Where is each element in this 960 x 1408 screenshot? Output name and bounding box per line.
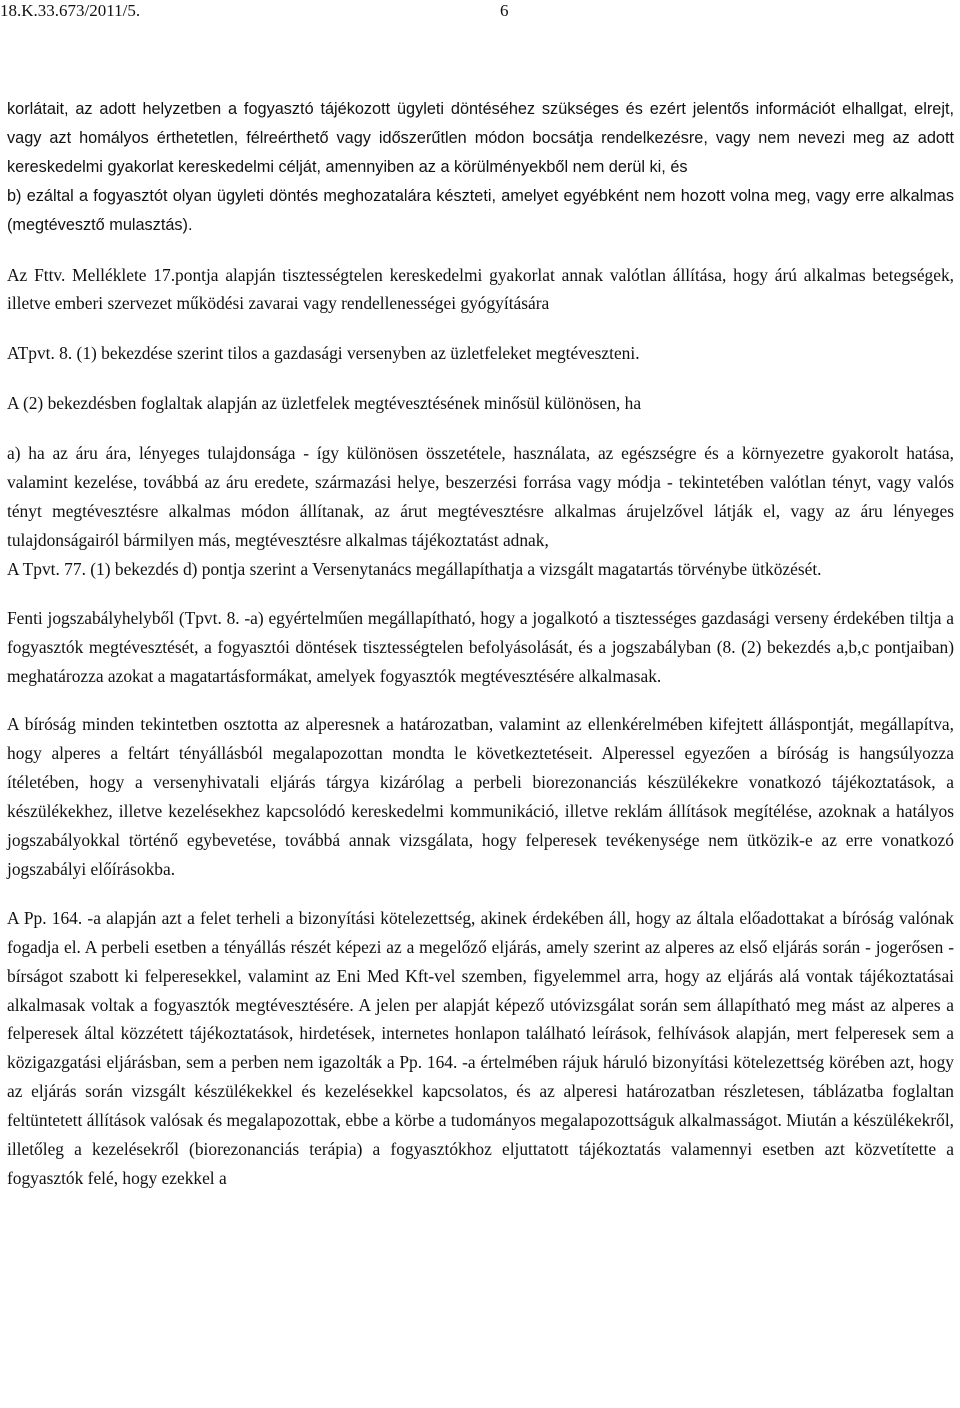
- case-reference: 18.K.33.673/2011/5.: [0, 1, 141, 20]
- paragraph-6: a) ha az áru ára, lényeges tulajdonsága - így különösen összetétele, használata, az egészségre és a környezetre gyakorolt hatása, valamint kezelése, továbbá az áru eredete, származási helye, beszerzési forrása vagy módja - tekintetében valótlan tényt, vagy valós tényt megtévesztésre alkalmas módon állítanak, az árut megtévesztésre alkalmas árujelzővel látják el, vagy az áru lényeges tulajdonságairól bármilyen más, megtévesztésre alkalmas tájékoztatást adnak,: [7, 443, 954, 550]
- paragraph-5: A (2) bekezdésben foglaltak alapján az üzletfelek megtévesztésének minősül különösen, ha: [7, 393, 642, 414]
- spacer: [7, 418, 954, 439]
- page-header: [0, 0, 960, 24]
- page-number: 6: [500, 1, 509, 20]
- spacer: [7, 318, 954, 339]
- paragraph-7: A Tpvt. 77. (1) bekezdés d) pontja szerint a Versenytanács megállapíthatja a vizsgált magatartás törvénybe ütközését.: [7, 558, 822, 579]
- document-body: [7, 95, 954, 1193]
- spacer: [7, 584, 954, 604]
- paragraph-9: A bíróság minden tekintetben osztotta az alperesnek a határozatban, valamint az ellenkérelmében kifejtett álláspontját, megállapítva, hogy alperes a feltárt tényállásból megalapozottan mondta le következtetéseit. Alperessel egyezően a bíróság is hangsúlyozza ítéletében, hogy a versenyhivatali eljárás tárgya kizárólag a perbeli biorezonanciás készülékekre vonatkozó tájékoztatások, a készülékekhez, illetve kezelésekhez kapcsolódó kereskedelmi kommunikáció, illetve reklám állítások megítélése, azoknak a hatályos jogszabályokkal történő egybevetése, továbbá annak vizsgálata, hogy felperesek tevékenysége nem ütközik-e az erre vonatkozó jogszabályi előírásokba.: [7, 714, 954, 879]
- paragraph-3: Az Fttv. Melléklete 17.pontja alapján tisztességtelen kereskedelmi gyakorlat annak valótlan állítása, hogy árú alkalmas betegségek, illetve emberi szervezet működési zavarai vagy rendellenességei gyógyítására: [7, 264, 954, 314]
- paragraph-10: A Pp. 164. -a alapján azt a felet terheli a bizonyítási kötelezettség, akinek érdekében áll, hogy az általa előadottakat a bíróság valónak fogadja el. A perbeli esetben a tényállás részét képezi az a megelőző eljárás, amely szerint az alperes az első eljárás során - jogerősen - bírságot szabott ki felperesekkel, valamint az Eni Med Kft-vel szemben, figyelemmel arra, hogy az eljárás alá vontak tájékoztatásai alkalmasak voltak a fogyasztók megtévesztésére. A jelen per alapját képező utóvizsgálat során sem állapítható meg mást az alperes a felperesek által közzétett tájékoztatások, hirdetések, internetes honlapon található leírások, felhívások alapján, mert felperesek sem a közigazgatási eljárásban, sem a perben nem igazolták a Pp. 164. -a értelmében rájuk háruló bizonyítási kötelezettség körében azt, hogy az eljárás során vizsgált készülékekkel és kezelésekkel kapcsolatos, és az alperesi határozatban részletesen, táblázatba foglaltan feltüntetett állítások valósak és megalapozottak, ebbe a körbe a tudományos megalapozottságuk alkalmasságot. Miután a készülékekről, illetőleg a kezelésekről (biorezonanciás terápia) a fogyasztókhoz eljuttatott tájékoztatás valamennyi esetben azt közvetítette a fogyasztók felé, hogy ezekkel a: [7, 907, 954, 1188]
- spacer: [7, 884, 954, 904]
- paragraph-2: b) ezáltal a fogyasztót olyan ügyleti döntés meghozatalára készteti, amelyet egyébként nem hozott volna meg, vagy erre alkalmas (megtévesztő mulasztás).: [7, 186, 954, 234]
- paragraph-1: korlátait, az adott helyzetben a fogyasztó tájékozott ügyleti döntéséhez szükséges és ezért jelentős információt elhallgat, elrejt, vagy azt homályos érthetetlen, félreérthető vagy időszerűtlen módon bocsátja rendelkezésre, vagy nem nevezi meg az adott kereskedelmi gyakorlat kereskedelmi célját, amennyiben az a körülményekből nem derül ki, és: [7, 100, 954, 176]
- paragraph-8: Fenti jogszabályhelyből (Tpvt. 8. -a) egyértelműen megállapítható, hogy a jogalkotó a tisztességes gazdasági verseny érdekében tiltja a fogyasztók megtévesztését, a fogyasztói döntések tisztességtelen befolyásolását, és a jogszabályban (8. (2) bekezdés a,b,c pontjaiban) meghatározza azokat a magatartásformákat, amelyek fogyasztók megtévesztésére alkalmasak.: [7, 607, 954, 686]
- spacer: [7, 368, 954, 389]
- spacer: [7, 690, 954, 710]
- paragraph-4: ATpvt. 8. (1) bekezdése szerint tilos a gazdasági versenyben az üzletfeleket megtéveszteni.: [7, 343, 640, 364]
- spacer: [7, 240, 954, 261]
